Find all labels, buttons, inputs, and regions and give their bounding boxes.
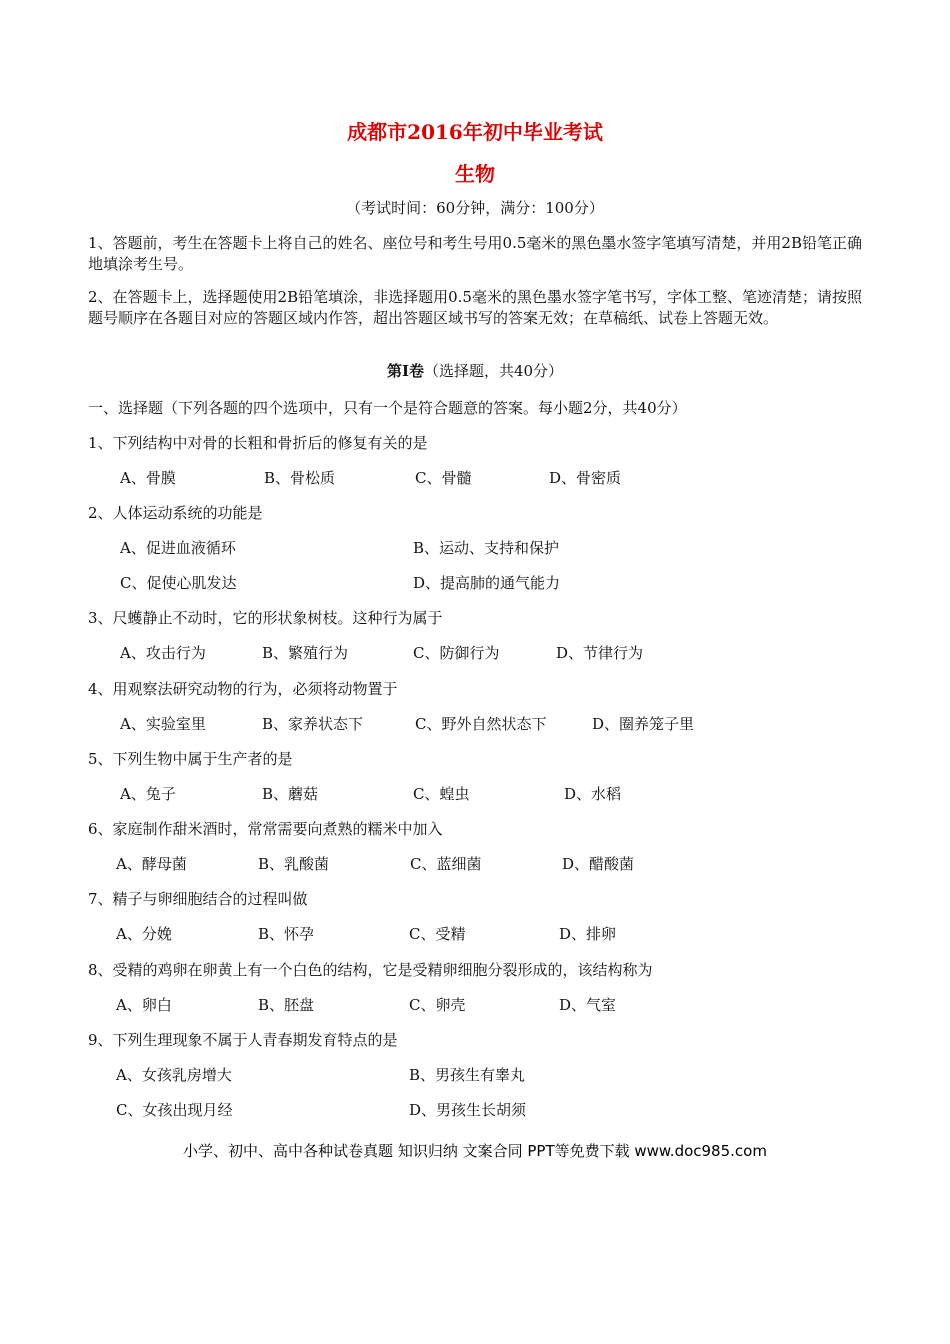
q4-option-a: A、实验室里	[120, 715, 206, 733]
section-title: 第Ⅰ卷	[386, 362, 424, 380]
q2-option-a: A、促进血液循环	[120, 539, 236, 557]
question-4: 4、用观察法研究动物的行为，必须将动物置于	[88, 680, 398, 698]
q2-option-c: C、促使心肌发达	[120, 574, 237, 592]
q5-option-c: C、蝗虫	[413, 785, 470, 803]
question-7: 7、精子与卵细胞结合的过程叫做	[88, 890, 308, 908]
q3-option-c: C、防御行为	[413, 644, 500, 662]
exam-subject: 生物	[455, 162, 495, 186]
q9-option-c: C、女孩出现月经	[116, 1101, 233, 1119]
q4-option-d: D、圈养笼子里	[592, 715, 695, 733]
exam-info: （考试时间：60分钟，满分：100分）	[346, 199, 604, 217]
q6-option-b: B、乳酸菌	[258, 855, 330, 873]
q8-option-d: D、气室	[559, 996, 617, 1014]
q1-option-c: C、骨髓	[415, 469, 472, 487]
question-8: 8、受精的鸡卵在卵黄上有一个白色的结构，它是受精卵细胞分裂形成的，该结构称为	[88, 961, 653, 979]
section-instruction: 一、选择题（下列各题的四个选项中，只有一个是符合题意的答案。每小题2分，共40分）	[88, 399, 687, 417]
q1-option-b: B、骨松质	[264, 469, 336, 487]
q5-option-a: A、兔子	[120, 785, 176, 803]
q9-option-d: D、男孩生长胡须	[409, 1101, 527, 1119]
footer-watermark: 小学、初中、高中各种试卷真题 知识归纳 文案合同 PPT等免费下载 www.doc985.com	[183, 1142, 767, 1160]
q7-option-b: B、怀孕	[258, 925, 315, 943]
question-3: 3、尺蠖静止不动时，它的形状象树枝。这种行为属于	[88, 609, 443, 627]
question-2: 2、人体运动系统的功能是	[88, 504, 263, 522]
question-5: 5、下列生物中属于生产者的是	[88, 750, 293, 768]
q6-option-d: D、醋酸菌	[562, 855, 635, 873]
q9-option-b: B、男孩生有睾丸	[409, 1066, 526, 1084]
q7-option-d: D、排卵	[559, 925, 617, 943]
q5-option-d: D、水稻	[564, 785, 622, 803]
q8-option-b: B、胚盘	[258, 996, 315, 1014]
q4-option-c: C、野外自然状态下	[415, 715, 547, 733]
q3-option-b: B、繁殖行为	[262, 644, 349, 662]
q6-option-a: A、酵母菌	[116, 855, 187, 873]
note-1: 1、答题前，考生在答题卡上将自己的姓名、座位号和考生号用0.5毫米的黑色墨水签字笔填写清楚，并用2B铅笔正确地填涂考生号。	[88, 234, 862, 273]
q1-option-d: D、骨密质	[549, 469, 622, 487]
note-2: 2、在答题卡上，选择题使用2B铅笔填涂，非选择题用0.5毫米的黑色墨水签字笔书写，字体工整、笔迹清楚；请按照题号顺序在各题目对应的答题区域内作答，超出答题区域书写的答案无效；在草稿纸、试卷上答题无效。	[88, 288, 862, 327]
q8-option-c: C、卵壳	[409, 996, 466, 1014]
q9-option-a: A、女孩乳房增大	[116, 1066, 232, 1084]
q1-option-a: A、骨膜	[120, 469, 176, 487]
q2-option-d: D、提高肺的通气能力	[413, 574, 561, 592]
exam-title: 成都市2016年初中毕业考试	[347, 120, 603, 144]
q7-option-c: C、受精	[409, 925, 466, 943]
q2-option-b: B、运动、支持和保护	[413, 539, 560, 557]
q4-option-b: B、家养状态下	[262, 715, 364, 733]
q7-option-a: A、分娩	[116, 925, 172, 943]
question-1: 1、下列结构中对骨的长粗和骨折后的修复有关的是	[88, 434, 428, 452]
question-9: 9、下列生理现象不属于人青春期发育特点的是	[88, 1031, 398, 1049]
question-6: 6、家庭制作甜米酒时，常常需要向煮熟的糯米中加入	[88, 820, 443, 838]
q3-option-a: A、攻击行为	[120, 644, 206, 662]
section-heading	[0, 360, 950, 381]
q8-option-a: A、卵白	[116, 996, 172, 1014]
section-subtitle: （选择题，共40分）	[423, 362, 564, 380]
q3-option-d: D、节律行为	[556, 644, 644, 662]
q5-option-b: B、蘑菇	[262, 785, 319, 803]
q6-option-c: C、蓝细菌	[410, 855, 482, 873]
